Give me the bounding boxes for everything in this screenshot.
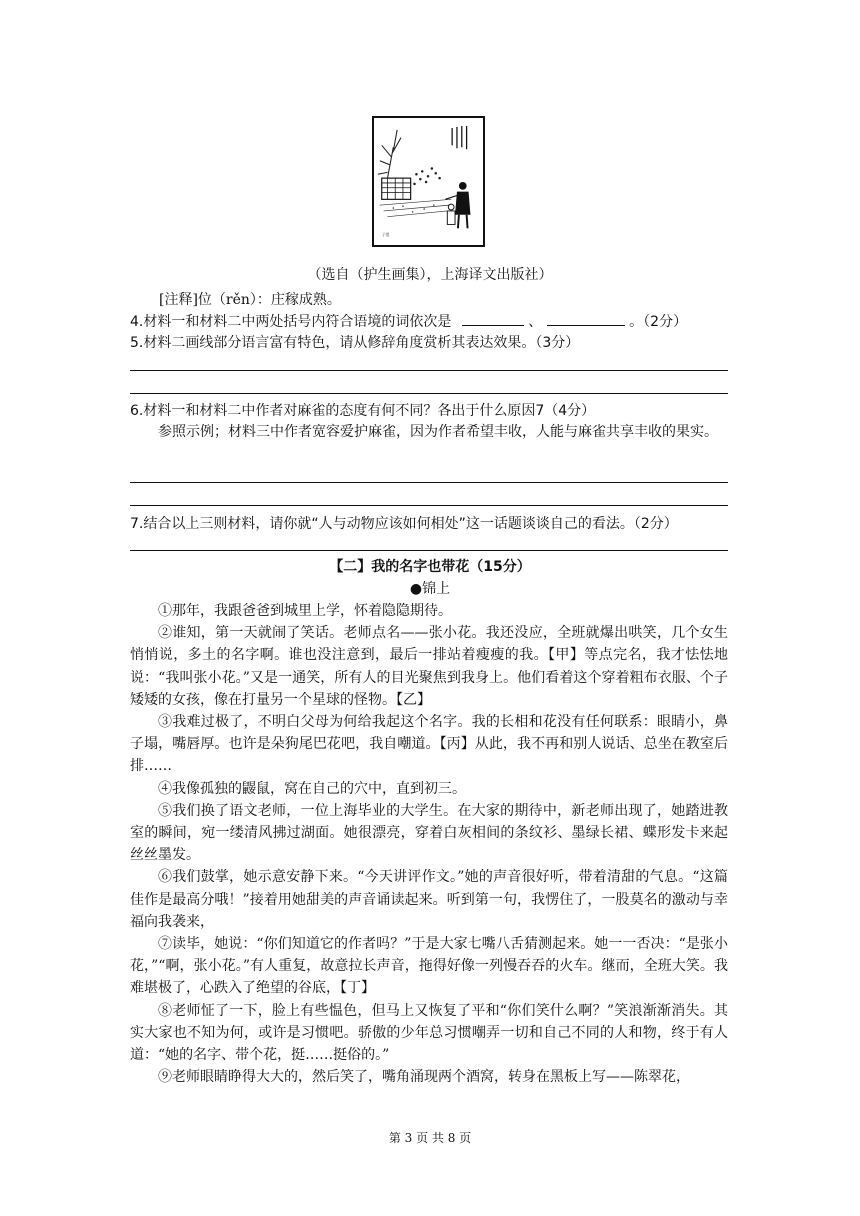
question-7: 7.结合以上三则材料，请你就“人与动物应该如何相处”这一话题谈谈自己的看法。（2分） — [130, 516, 678, 532]
cartoon-figure — [372, 116, 485, 247]
question-5: 5.材料二画线部分语言富有特色，请从修辞角度赏析其表达效果。（3分） — [130, 335, 580, 351]
example-text: 参照示例；材料三中作者宽容爱护麻雀，因为作者希望丰收，人能与麻雀共享丰收的果实。 — [158, 424, 718, 440]
page-footer: 第 3 页 共 8 页 — [388, 1131, 472, 1145]
answer-line[interactable] — [130, 550, 728, 551]
answer-blank-2[interactable] — [547, 313, 625, 326]
story-paragraph: ⑧老师怔了一下，脸上有些愠色，但马上又恢复了平和“你们笑什么啊？”笑浪渐渐消失。其实大家也不知为何，或许是习惯吧。骄傲的少年总习惯嘲弄一切和自己不同的人和物，终于有人道：“她的名字、带个花，挺……挺俗的。” — [130, 1002, 728, 1064]
question-6: 6.材料一和材料二中作者对麻雀的态度有何不同？各出于什么原因7（4分） — [130, 403, 596, 419]
svg-text:子愷: 子愷 — [381, 232, 390, 237]
section-title: 【二】我的名字也带花（15分） — [329, 559, 531, 575]
answer-line[interactable] — [130, 482, 728, 483]
story-paragraph: ①那年，我跟爸爸到城里上学，怀着隐隐期待。 — [158, 603, 452, 619]
story-body — [130, 600, 728, 1088]
figure-caption: （选自（护生画集），上海译文出版社） — [307, 267, 553, 283]
question-4-separator: 、 — [528, 314, 543, 330]
story-paragraph: ⑨老师眼睛睁得大大的，然后笑了，嘴角涌现两个酒窝，转身在黑板上写——陈翠花， — [158, 1069, 690, 1086]
question-4-text: 4.材料一和材料二中两处括号内符合语境的词依次是 — [130, 314, 452, 330]
story-paragraph: ②谁知，第一天就闹了笑话。老师点名——张小花。我还没应，全班就爆出哄笑，几个女生悄悄说，多土的名字啊。谁也没注意到，最后一排站着瘦瘦的我。【甲】等点完名，我才怯怯地说：“我叫张小花。”又是一通笑，所有人的目光聚焦到我身上。他们看着这个穿着粗布衣服、个子矮矮的女孩，像在打量另一个星球的怪物。【乙】 — [130, 625, 728, 708]
question-6-example — [130, 421, 728, 443]
author-line: ●锦上 — [409, 581, 451, 597]
story-paragraph: ④我像孤独的鼹鼠，窝在自己的穴中，直到初三。 — [158, 780, 466, 797]
story-paragraph: ⑤我们换了语文老师，一位上海毕业的大学生。在大家的期待中，新老师出现了，她踏进教室的瞬间，宛一缕清风拂过湖面。她很漂亮，穿着白灰相间的条纹衫、墨绿长裙、蝶形发卡来起丝丝墨发。 — [130, 802, 728, 864]
cartoon-illustration-icon — [374, 118, 483, 245]
question-4 — [130, 311, 687, 331]
answer-line[interactable] — [130, 370, 728, 371]
answer-line[interactable] — [130, 393, 728, 394]
answer-line[interactable] — [130, 505, 728, 506]
story-paragraph: ⑦读毕，她说：“你们知道它的作者吗？”于是大家七嘴八舌猜测起来。她一一否决：“是张小花，”“啊，张小花。”有人重复，故意拉长声音，拖得好像一列慢吞吞的火车。继而，全班大笑。我难堪极了，心跌入了绝望的谷底，【丁】 — [130, 936, 728, 997]
story-paragraph: ③我难过极了，不明白父母为何给我起这个名字。我的长相和花没有任何联系：眼睛小，鼻子塌，嘴唇厚。也许是朵狗尾巴花吧，我自嘲道。【丙】从此，我不再和别人说话、总坐在教室后排…… — [130, 714, 728, 775]
question-4-end: 。（2分） — [629, 314, 688, 330]
story-paragraph: ⑥我们鼓掌，她示意安静下来。“今天讲评作文。”她的声音很好听，带着清甜的气息。“这篇佳作是最高分哦！”接着用她甜美的声音诵读起来。听到第一句，我愣住了，一股莫名的激动与幸福向我袭来， — [130, 869, 728, 930]
answer-blank-1[interactable] — [462, 313, 524, 326]
annotation-note: [注释]位（rěn）：庄稼成熟。 — [159, 292, 341, 308]
